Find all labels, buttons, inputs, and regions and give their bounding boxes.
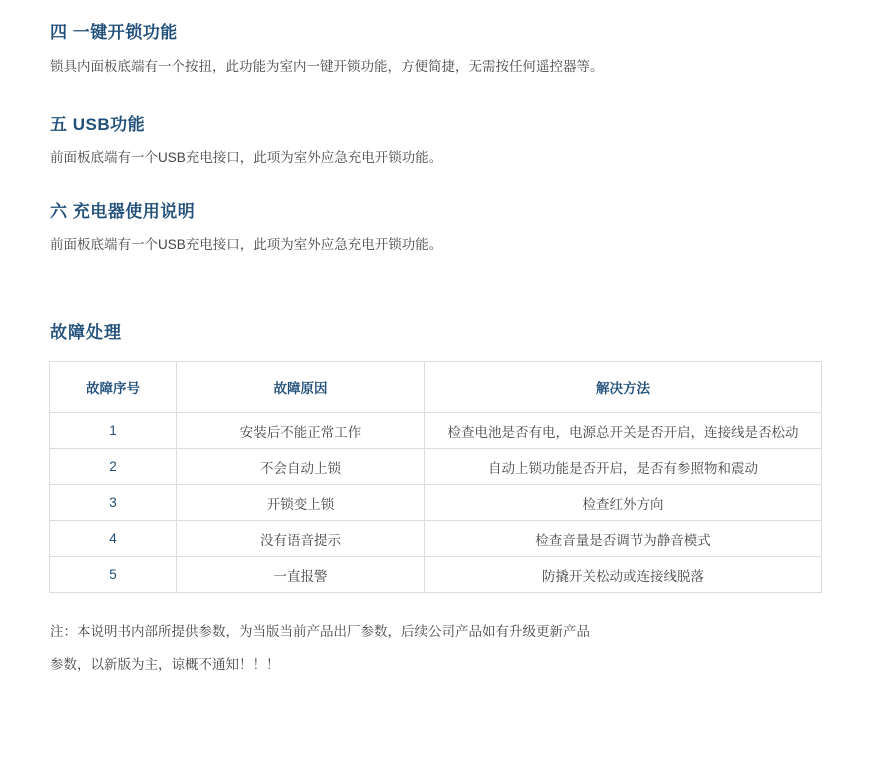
column-header-index: 故障序号 [50,362,177,413]
cell-index: 4 [50,521,177,557]
cell-cause: 一直报警 [177,557,425,593]
cell-index: 3 [50,485,177,521]
table-row [50,521,822,557]
footer-note-line-2: 参数，以新版为主，谅概不通知！！！ [50,657,280,673]
table-row [50,557,822,593]
section-heading-unlock: 四 一键开锁功能 [50,23,178,42]
column-header-cause: 故障原因 [177,362,425,413]
cell-cause: 开锁变上锁 [177,485,425,521]
table-row [50,449,822,485]
cell-index: 1 [50,413,177,449]
cell-solution: 检查电池是否有电，电源总开关是否开启，连接线是否松动 [425,413,822,449]
footer-note-line-1: 注：本说明书内部所提供参数，为当版当前产品出厂参数，后续公司产品如有升级更新产品 [50,624,590,639]
cell-index: 5 [50,557,177,593]
section-heading-charger: 六 充电器使用说明 [50,202,196,221]
table-row [50,485,822,521]
cell-cause: 没有语音提示 [177,521,425,557]
section-body-usb: 前面板底端有一个USB充电接口，此项为室外应急充电开锁功能。 [50,150,443,165]
footer-note [50,615,830,681]
table-row [50,413,822,449]
cell-cause: 不会自动上锁 [177,449,425,485]
cell-index: 2 [50,449,177,485]
troubleshooting-table-wrapper [49,361,821,593]
table-header-row [50,362,822,413]
cell-cause: 安装后不能正常工作 [177,413,425,449]
cell-solution: 防撬开关松动或连接线脱落 [425,557,822,593]
column-header-solution: 解决方法 [425,362,822,413]
section-body-charger: 前面板底端有一个USB充电接口，此项为室外应急充电开锁功能。 [50,237,443,252]
cell-solution: 检查音量是否调节为静音模式 [425,521,822,557]
troubleshooting-table [49,361,822,593]
cell-solution: 检查红外方向 [425,485,822,521]
cell-solution: 自动上锁功能是否开启，是否有参照物和震动 [425,449,822,485]
troubleshooting-title: 故障处理 [50,323,122,343]
section-heading-usb: 五 USB功能 [50,115,146,134]
section-body-unlock: 锁具内面板底端有一个按扭，此功能为室内一键开锁功能，方便简捷，无需按任何遥控器等。 [50,59,604,74]
